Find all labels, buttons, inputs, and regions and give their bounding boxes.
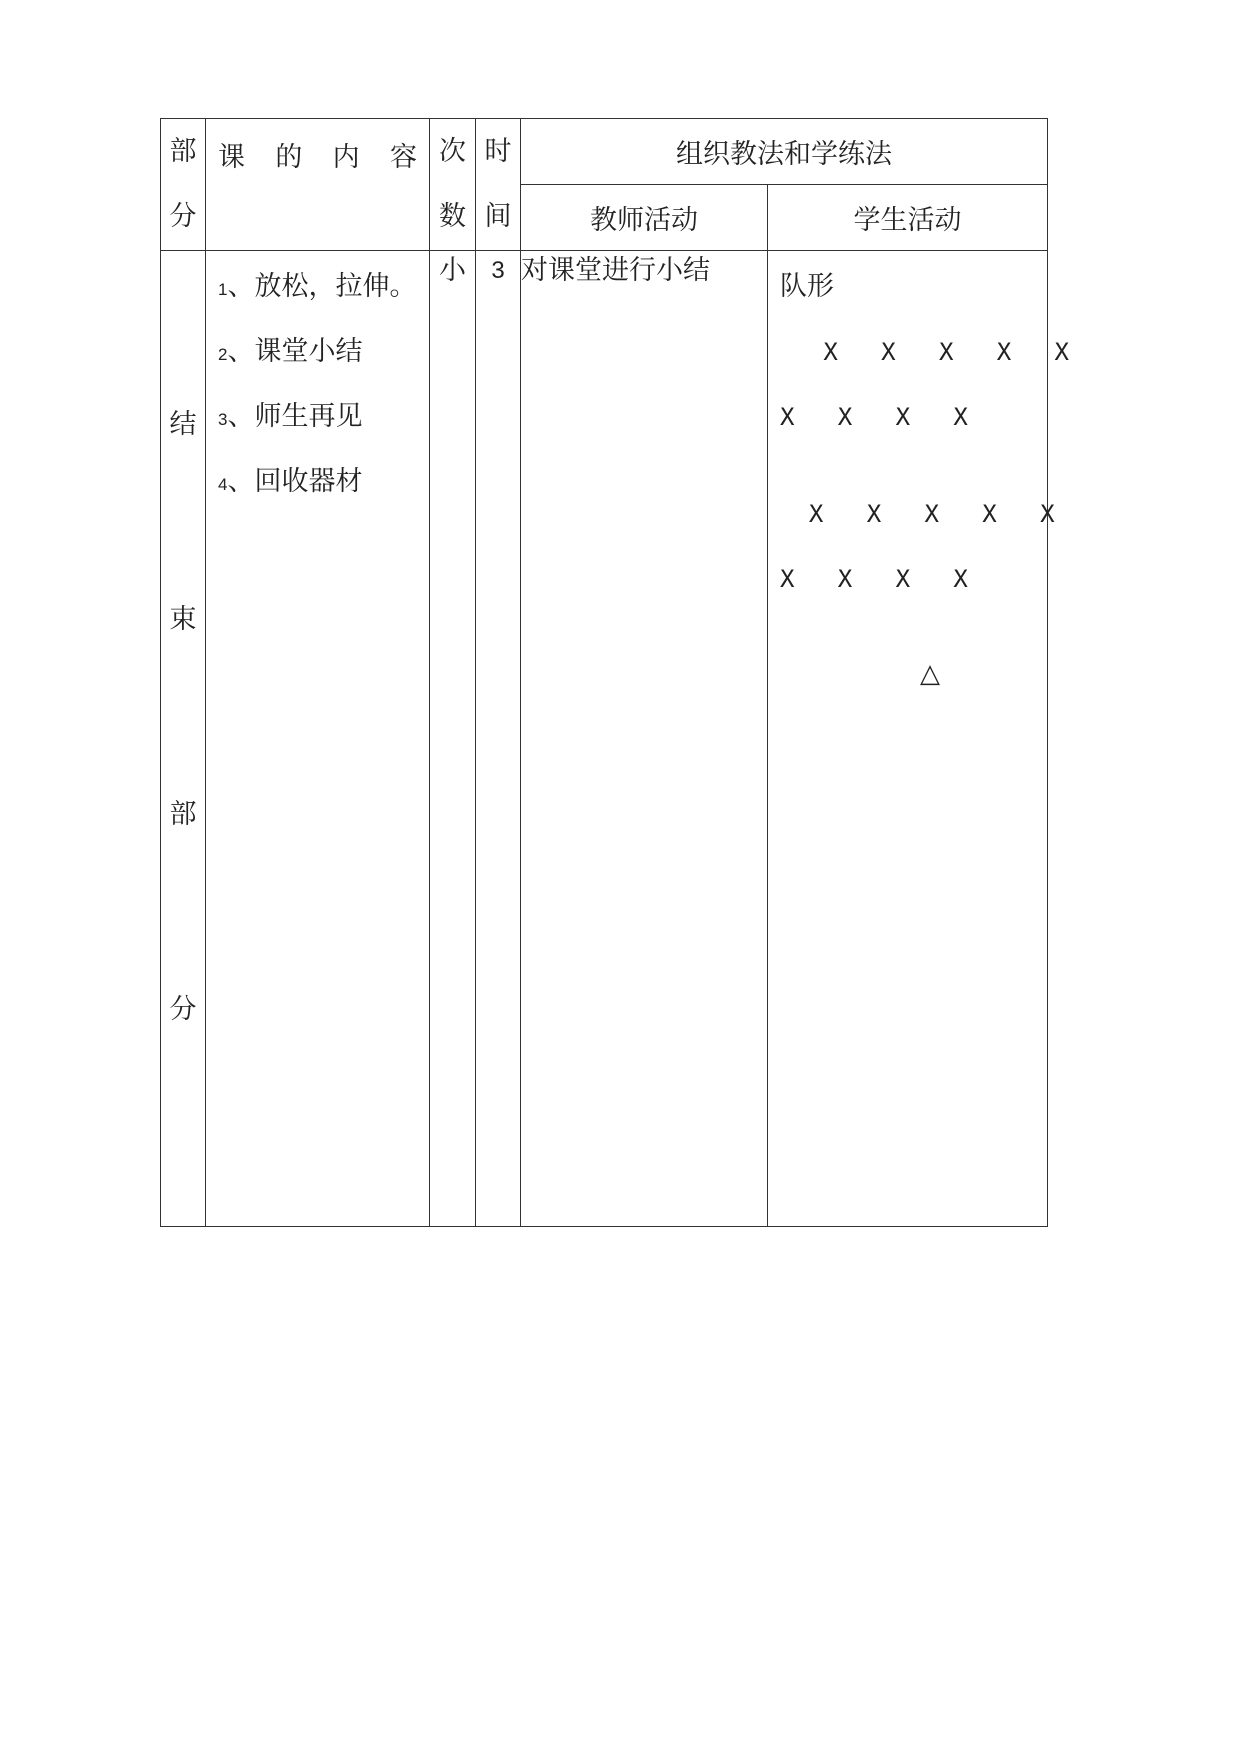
item-separator: 、 [227,336,255,367]
formation-row: X X X X X [780,500,1055,528]
item-separator: 、 [227,466,255,497]
formation-row: X X X X X [780,338,1069,366]
content-cell [206,251,430,1227]
section-label-cell [161,251,206,1227]
header-content [206,119,430,251]
header-part-char: 部 [169,136,197,167]
item-number: 1 [218,280,228,299]
content-item [218,332,429,397]
item-text: 回收器材 [254,466,363,497]
header-content-char: 容 [389,142,417,173]
item-number: 4 [218,475,228,494]
header-time [476,119,521,251]
teacher-position-triangle-icon: △ [920,659,940,689]
header-content-char: 内 [332,142,360,173]
item-number: 2 [218,345,228,364]
formation-row: X X X X [780,565,968,593]
formation-row: X X X X [780,403,968,431]
header-content-char: 课 [218,142,245,173]
header-count [430,119,476,251]
header-student-activity: 学生活动 [768,185,1048,251]
item-separator: 、 [227,401,255,432]
item-separator: 、 [227,271,255,302]
student-activity-cell [768,251,1069,1227]
content-item [218,462,429,527]
item-text: 师生再见 [254,401,363,432]
teacher-activity-cell: 对课堂进行小结 [521,251,768,1227]
time-cell: 3 [476,251,521,1227]
count-cell: 小 [430,251,476,1227]
content-item [218,397,429,462]
header-part [161,119,206,251]
formation-label: 队形 [780,271,834,302]
header-content-char: 的 [275,142,303,173]
header-time-char: 时 [484,136,512,167]
section-label-char: 束 [169,604,197,635]
header-part-char: 分 [169,201,197,232]
header-methods: 组织教法和学练法 [521,119,1048,185]
header-teacher-activity: 教师活动 [521,185,768,251]
content-item [218,267,429,332]
item-text: 放松，拉伸。 [254,271,417,302]
header-time-char: 间 [484,201,512,232]
lesson-plan-table [160,118,1069,1227]
item-text: 课堂小结 [254,336,363,367]
section-label-char: 分 [169,994,197,1025]
header-count-char: 数 [439,201,466,232]
item-number: 3 [218,410,228,429]
section-label-char: 部 [169,799,197,830]
section-label-char: 结 [169,409,197,440]
header-count-char: 次 [439,136,466,167]
